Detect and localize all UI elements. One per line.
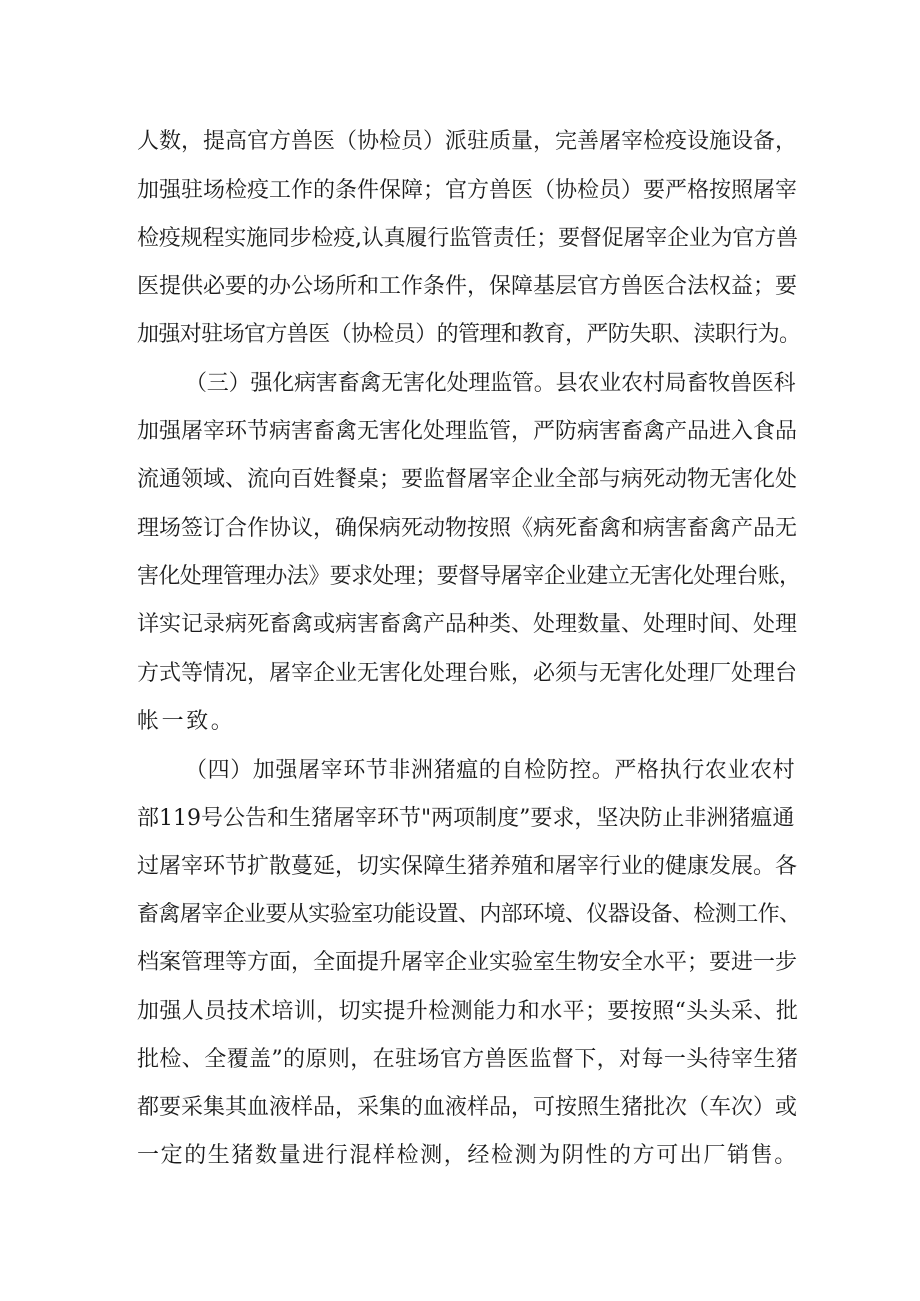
text-line: 畜禽屠宰企业要从实验室功能设置、内部环境、仪器设备、检测工作、	[137, 902, 801, 927]
text-line: 理场签订合作协议，确保病死动物按照《病死畜禽和病害畜禽产品无	[137, 516, 798, 541]
text-line: （四）加强屠宰环节非洲猪瘟的自检防控。严格执行农业农村	[185, 758, 796, 783]
text-line: 都要采集其血液样品，采集的血液样品，可按照生猪批次（车次）或	[137, 1095, 798, 1120]
text-line: 加强对驻场官方兽医（协检员）的管理和教育，严防失职、渎职行为。	[137, 322, 801, 347]
text-line: （三）强化病害畜禽无害化处理监管。县农业农村局畜牧兽医科	[185, 371, 796, 396]
text-line: 流通领域、流向百姓餐桌；要监督屠宰企业全部与病死动物无害化处	[137, 467, 798, 492]
text-line: 加强屠宰环节病害畜禽无害化处理监管，严防病害畜禽产品进入食品	[137, 419, 798, 444]
text-line: 一定的生猪数量进行混样检测，经检测为阴性的方可出厂销售。	[137, 1143, 798, 1168]
text-line: 加强人员技术培训，切实提升检测能力和水平；要按照“头头采、批	[137, 999, 799, 1024]
text-line: 人数，提高官方兽医（协检员）派驻质量，完善屠宰检疫设施设备，	[137, 129, 798, 154]
text-line: 检疫规程实施同步检疫,认真履行监管责任；要督促屠宰企业为官方兽	[137, 226, 798, 251]
text-line: 帐一致。	[137, 709, 236, 734]
text-line: 档案管理等方面，全面提升屠宰企业实验室生物安全水平；要进一步	[137, 950, 798, 975]
text-line: 方式等情况，屠宰企业无害化处理台账，必须与无害化处理厂处理台	[137, 661, 798, 686]
text-line: 医提供必要的办公场所和工作条件，保障基层官方兽医合法权益；要	[137, 274, 798, 299]
text-line: 批检、全覆盖”的原则，在驻场官方兽医监督下，对每一头待宰生猪	[137, 1047, 799, 1072]
text-line: 部119号公告和生猪屠宰环节"两项制度”要求，坚决防止非洲猪瘟通	[137, 806, 795, 831]
text-line: 详实记录病死畜禽或病害畜禽产品种类、处理数量、处理时间、处理	[137, 612, 798, 637]
text-line: 过屠宰环节扩散蔓延，切实保障生猪养殖和屠宰行业的健康发展。各	[137, 854, 798, 879]
text-line: 加强驻场检疫工作的条件保障；官方兽医（协检员）要严格按照屠宰	[137, 178, 798, 203]
text-line: 害化处理管理办法》要求处理；要督导屠宰企业建立无害化处理台账，	[137, 564, 801, 589]
